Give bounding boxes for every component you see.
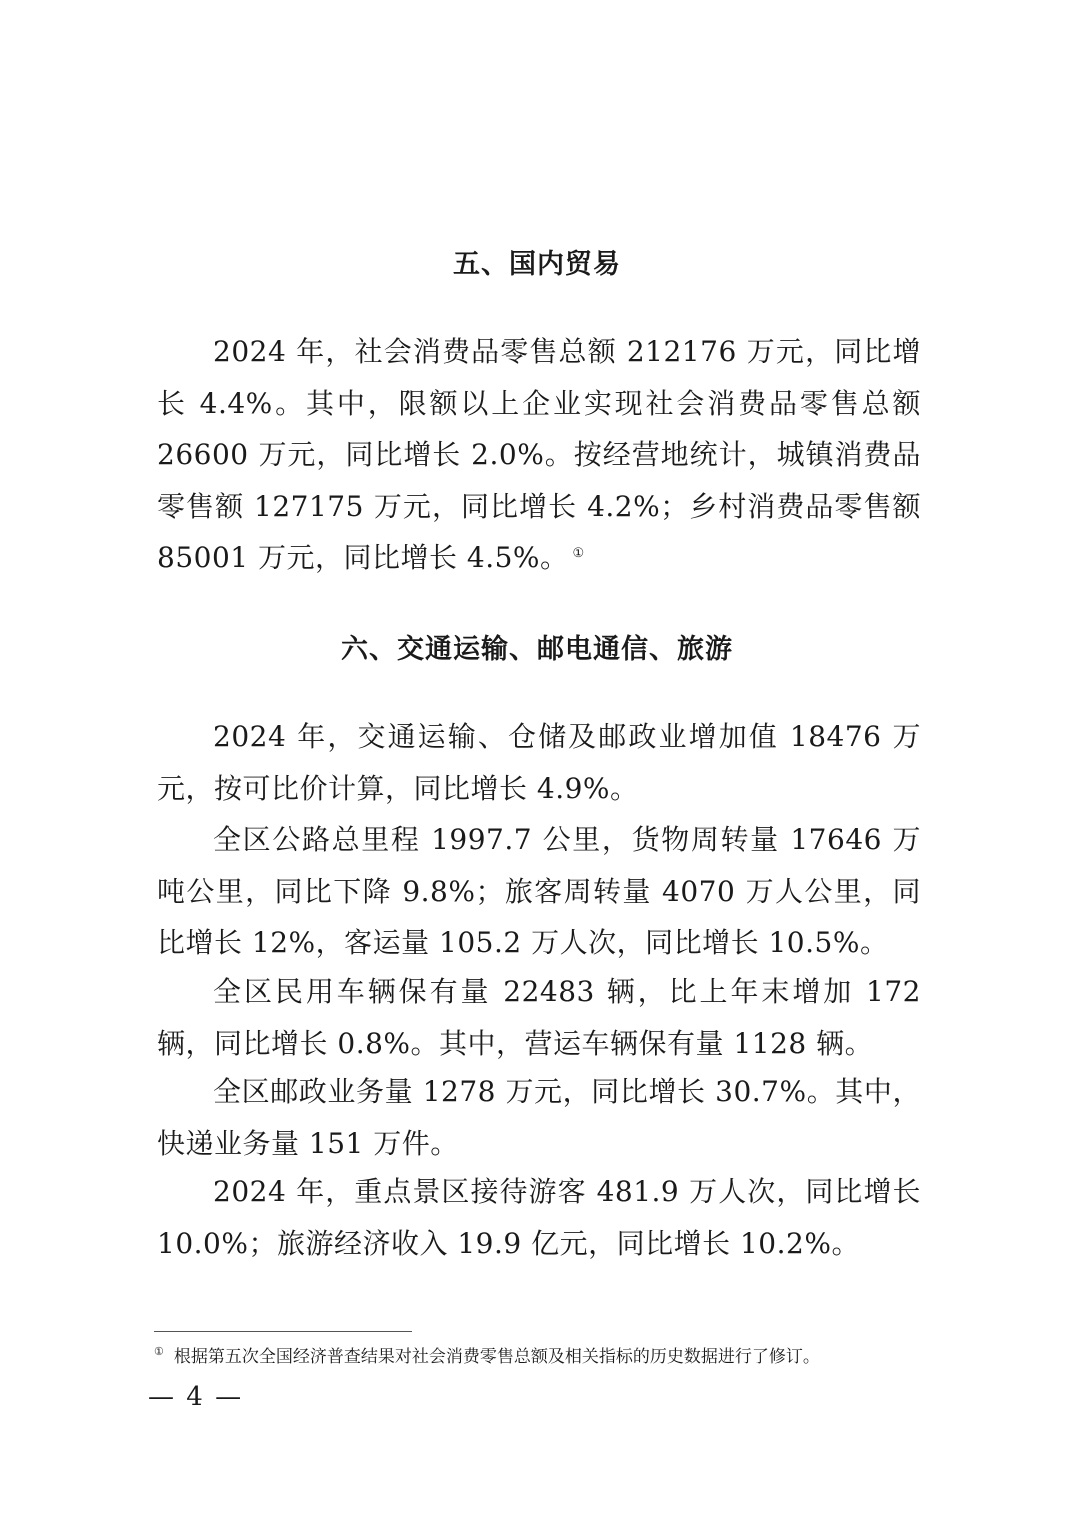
footnote-reference[interactable]: ① — [572, 545, 585, 561]
paragraph-transport-value-added: 2024 年，交通运输、仓储及邮政业增加值 18476 万元，按可比价计算，同比增长 4.9%。 — [157, 720, 921, 805]
page-number: — 4 — — [148, 1382, 244, 1412]
paragraph-road-freight-passenger: 全区公路总里程 1997.7 公里，货物周转量 17646 万吨公里，同比下降 9.8%；旅客周转量 4070 万人公里，同比增长 12%，客运量 105.2 万人次，同比增长 10.5%。 — [157, 823, 921, 959]
footnote — [154, 1346, 934, 1368]
section-heading-transport-post-tourism: 六、交通运输、邮电通信、旅游 — [341, 634, 733, 665]
footnote-divider — [154, 1331, 412, 1332]
paragraph-retail-sales-text: 2024 年，社会消费品零售总额 212176 万元，同比增长 4.4%。其中，限额以上企业实现社会消费品零售总额 26600 万元，同比增长 2.0%。按经营地统计，城镇消费品零售额 127175 万元，同比增长 4.2%；乡村消费品零售额 85001 万元，同比增长 4.5%。 — [157, 335, 921, 574]
paragraph-postal-express: 全区邮政业务量 1278 万元，同比增长 30.7%。其中，快递业务量 151 万件。 — [157, 1075, 921, 1160]
footnote-number: ① — [154, 1345, 164, 1359]
paragraph-retail-sales — [157, 326, 921, 584]
paragraph-vehicle-ownership: 全区民用车辆保有量 22483 辆，比上年末增加 172 辆，同比增长 0.8%。其中，营运车辆保有量 1128 辆。 — [157, 975, 921, 1060]
section-heading-domestic-trade: 五、国内贸易 — [453, 249, 621, 280]
footnote-text: 根据第五次全国经济普查结果对社会消费零售总额及相关指标的历史数据进行了修订。 — [173, 1347, 820, 1367]
paragraph-tourism: 2024 年，重点景区接待游客 481.9 万人次，同比增长 10.0%；旅游经济收入 19.9 亿元，同比增长 10.2%。 — [157, 1175, 921, 1260]
